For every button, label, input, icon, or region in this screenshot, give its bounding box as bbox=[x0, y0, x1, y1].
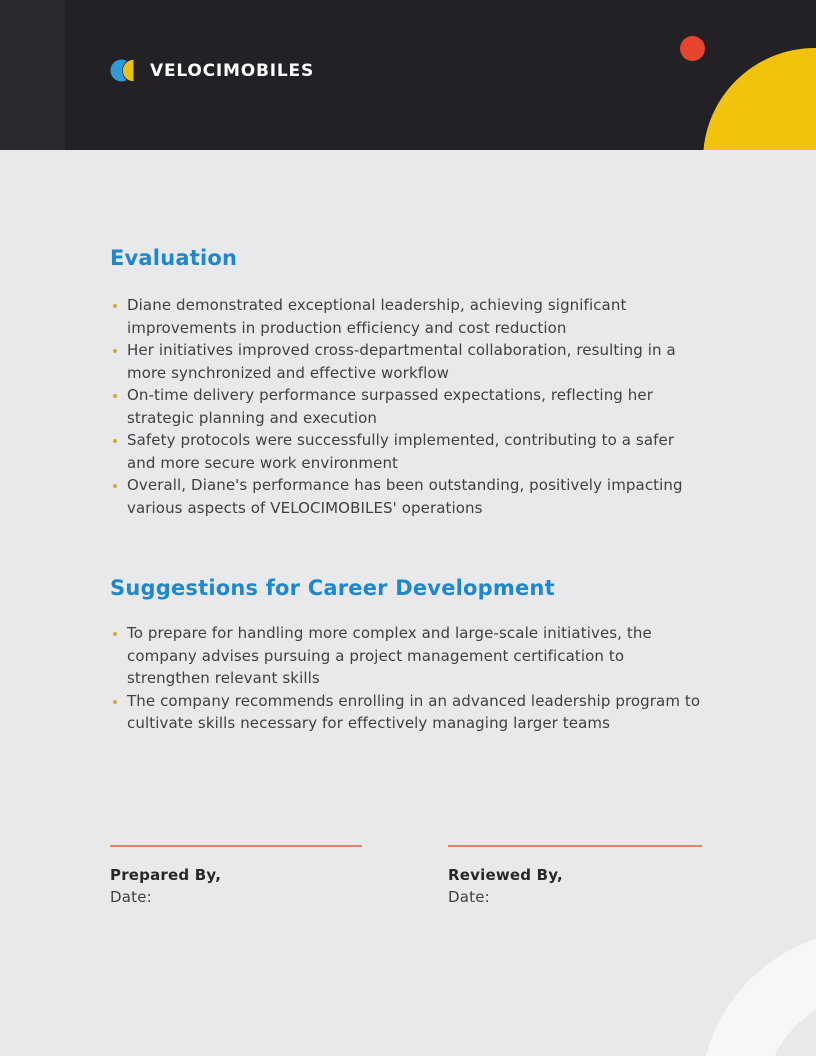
bullet-icon bbox=[113, 349, 117, 353]
yellow-corner-circle bbox=[703, 48, 816, 150]
decorative-ring bbox=[700, 930, 816, 1056]
bullet-icon bbox=[113, 632, 117, 636]
reviewed-by-column bbox=[448, 845, 702, 909]
header-left-strip bbox=[0, 0, 65, 150]
bullet-text: Safety protocols were successfully implemented, contributing to a safer and more secure work environment bbox=[127, 431, 675, 472]
bullet-text: To prepare for handling more complex and large-scale initiatives, the company advises pursuing a project management certification to strengthen relevant skills bbox=[127, 624, 652, 687]
bullet-icon bbox=[113, 439, 117, 443]
section-title-suggestions: Suggestions for Career Development bbox=[110, 576, 555, 600]
bullet-icon bbox=[113, 304, 117, 308]
list-item bbox=[110, 429, 706, 474]
brand-logo-icon bbox=[110, 55, 141, 86]
prepared-date-label: Date: bbox=[110, 888, 152, 906]
bullet-icon bbox=[113, 394, 117, 398]
reviewed-by-label: Reviewed By, bbox=[448, 865, 563, 884]
list-item bbox=[110, 622, 706, 690]
bullet-icon bbox=[113, 700, 117, 704]
list-item bbox=[110, 690, 706, 735]
bullet-text: Overall, Diane's performance has been outstanding, positively impacting various aspects of VELOCIMOBILES' operations bbox=[127, 476, 683, 517]
evaluation-bullet-list bbox=[110, 294, 706, 519]
list-item bbox=[110, 294, 706, 339]
bullet-text: Diane demonstrated exceptional leadership, achieving significant improvements in production efficiency and cost reduction bbox=[127, 296, 627, 337]
reviewed-date-label: Date: bbox=[448, 888, 490, 906]
bullet-text: The company recommends enrolling in an advanced leadership program to cultivate skills necessary for effectively managing larger teams bbox=[127, 691, 701, 732]
brand-name: VELOCIMOBILES bbox=[150, 60, 314, 81]
brand bbox=[110, 55, 314, 86]
header-band bbox=[0, 0, 816, 150]
main-content bbox=[110, 150, 706, 909]
prepared-by-label: Prepared By, bbox=[110, 865, 222, 884]
bullet-icon bbox=[113, 484, 117, 488]
section-title-evaluation: Evaluation bbox=[110, 246, 238, 270]
list-item bbox=[110, 474, 706, 519]
list-item bbox=[110, 339, 706, 384]
signature-block bbox=[110, 845, 706, 909]
list-item bbox=[110, 384, 706, 429]
suggestions-bullet-list bbox=[110, 622, 706, 735]
prepared-by-column bbox=[110, 845, 362, 909]
red-dot-icon bbox=[680, 36, 705, 61]
bullet-text: On-time delivery performance surpassed expectations, reflecting her strategic planning and execution bbox=[127, 386, 654, 427]
bullet-text: Her initiatives improved cross-departmental collaboration, resulting in a more synchronized and effective workflow bbox=[127, 341, 676, 382]
